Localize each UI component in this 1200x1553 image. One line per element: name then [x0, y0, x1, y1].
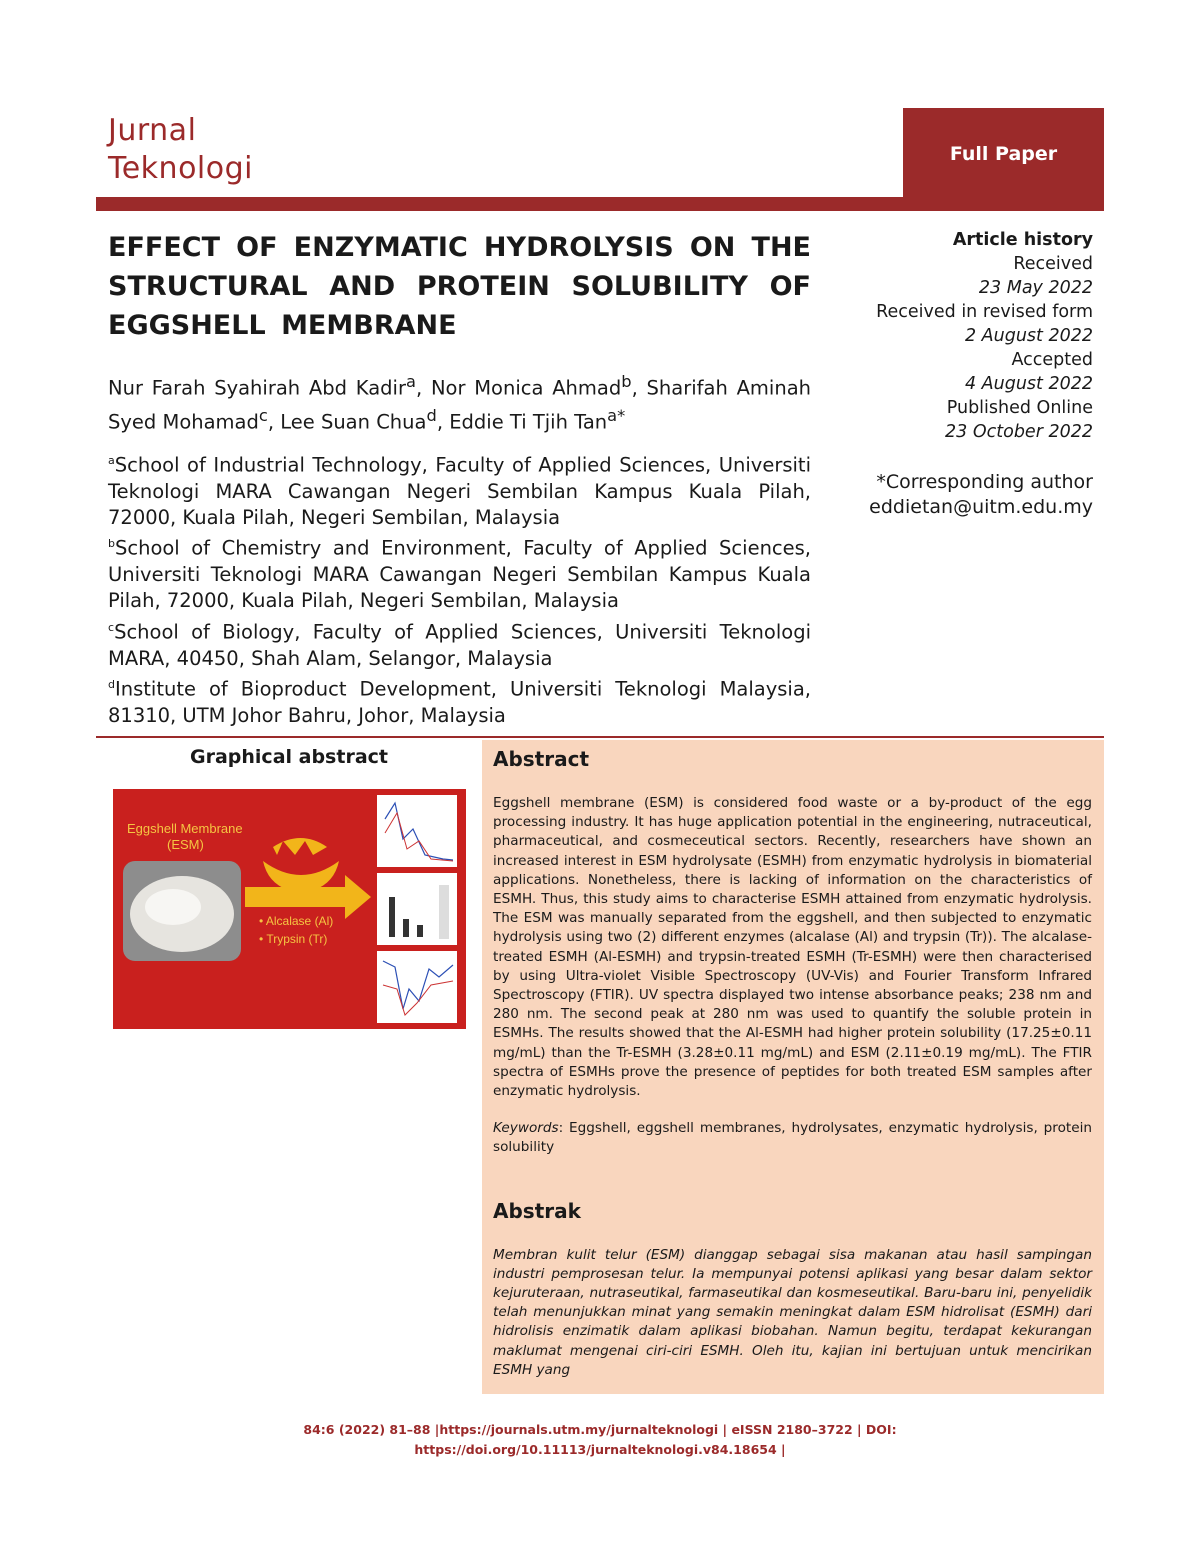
- author-separator: ,: [631, 376, 647, 400]
- author-name: Lee Suan Chua: [280, 410, 427, 433]
- corresponding-email[interactable]: eddietan@uitm.edu.my: [869, 496, 1093, 518]
- abstract-text: Eggshell membrane (ESM) is considered food waste or a by-product of the egg processing industry. It has huge application potential in the engineering, nutraceutical, pharmaceutical, and cosmeceutical sectors. Recently, researchers have shown an increased interest in ESM hydrolysate (ESMH) from enzymatic hydrolysis in biomaterial applications. Nonetheless, there is lacking of information on the characteristics of ESMH. Thus, this study aims to characterise ESMH attained from enzymatic hydrolysis. The ESM was manually separated from the eggshell, and then subjected to enzymatic hydrolysis using two (2) different enzymes (alcalase (Al) and trypsin (Tr)). The alcalase-treated ESMH (Al-ESMH) and trypsin-treated ESMH (Tr-ESMH) were then characterised by using Ultra-violet Visible Spectroscopy (UV-Vis) and Fourier Transform Infrared Spectroscopy (FTIR). UV spectra displayed two intense absorbance peaks; 238 nm and 280 nm. The second peak at 280 nm was used to quantify the soluble protein in ESMHs. The results showed that the Al-ESMH had higher protein solubility (17.25±0.11 mg/mL) than the Tr-ESMH (3.28±0.11 mg/mL) and ESM (2.11±0.19 mg/mL). The FTIR spectra of ESMHs prove the presence of peptides for both treated ESM samples after enzymatic hydrolysis.: [493, 795, 1092, 1100]
- affiliation-item: [108, 531, 811, 614]
- affiliation-text: Institute of Bioproduct Development, Universiti Teknologi Malaysia, 81310, UTM Johor Bahru, Johor, Malaysia: [108, 677, 811, 727]
- author-sup: a*: [607, 405, 626, 425]
- author-name: Sharifah Aminah Syed Mohamad: [108, 376, 812, 433]
- accepted-label: Accepted: [1011, 350, 1093, 370]
- affiliation-text: School of Industrial Technology, Faculty of Applied Sciences, Universiti Teknologi MARA Cawangan Negeri Sembilan Kampus Kuala Pilah, 72000, Kuala Pilah, Negeri Sembilan, Malaysia: [108, 453, 811, 530]
- published-label: Published Online: [946, 398, 1093, 418]
- enzyme-alcalase-label: • Alcalase (Al): [259, 914, 334, 928]
- esm-label-line2: (ESM): [167, 837, 204, 852]
- journal-name-line1: Jurnal: [108, 113, 197, 148]
- full-paper-label: Full Paper: [949, 143, 1058, 165]
- author-name: Nor Monica Ahmad: [430, 376, 622, 400]
- journal-name: [108, 112, 253, 188]
- abstract-content: [493, 746, 1092, 1380]
- affiliation-sup: b: [108, 537, 115, 551]
- keywords-label: Keywords: [493, 1120, 559, 1137]
- bar-mark: [389, 897, 395, 937]
- author-sup: d: [426, 405, 437, 425]
- footer-doi-link[interactable]: https://doi.org/10.11113/jurnalteknologi.v84.18654 |: [414, 1442, 786, 1457]
- received-label: Received: [1013, 254, 1093, 274]
- author-sup: c: [258, 405, 268, 425]
- affiliation-sup: d: [108, 677, 115, 691]
- membrane-highlight: [145, 889, 201, 925]
- keywords: [493, 1119, 1092, 1157]
- graphical-abstract-svg: [113, 789, 466, 1029]
- affiliation-text: School of Biology, Faculty of Applied Sciences, Universiti Teknologi MARA, 40450, Shah Alam, Selangor, Malaysia: [108, 620, 811, 670]
- bar-mark: [403, 919, 409, 937]
- author-name: Eddie Ti Tjih Tan: [449, 410, 608, 433]
- article-history: [840, 228, 1093, 444]
- author-separator: ,: [436, 410, 450, 433]
- abstrak-text: Membran kulit telur (ESM) dianggap sebagai sisa makanan atau hasil sampingan industri pemprosesan telur. Ia mempunyai potensi aplikasi yang besar dalam sektor kejuruteraan, nutraseutikal, farmaseutikal dan kosmeseutikal. Baru-baru ini, penyelidik telah menunjukkan minat yang semakin meningkat dalam ESM hidrolisat (ESMH) dari hidrolisis enzimatik dalam aplikasi biobahan. Namun begitu, terdapat kekurangan maklumat mengenai ciri-ciri ESMH. Oleh itu, kajian ini bertujuan untuk mencirikan ESMH yang: [493, 1246, 1092, 1378]
- revised-date: 2 August 2022: [964, 326, 1093, 346]
- affiliation-item: [108, 615, 811, 672]
- table-mark: [439, 885, 449, 939]
- published-date: 23 October 2022: [945, 422, 1093, 442]
- corresponding-label: *Corresponding author: [876, 471, 1093, 493]
- affiliation-sup: a: [108, 454, 115, 467]
- journal-name-line2: Teknologi: [108, 151, 253, 186]
- affiliation-list: [108, 448, 811, 729]
- corresponding-author: [830, 470, 1093, 520]
- paper-title: EFFECT OF ENZYMATIC HYDROLYSIS ON THE STRUCTURAL AND PROTEIN SOLUBILITY OF EGGSHELL MEMBRANE: [108, 232, 811, 341]
- author-name: Nur Farah Syahirah Abd Kadir: [108, 376, 406, 400]
- esm-label-line1: Eggshell Membrane: [127, 821, 243, 836]
- graphical-abstract-figure: [113, 789, 466, 1029]
- affiliation-item: [108, 672, 811, 729]
- citation-footer: [200, 1420, 1000, 1460]
- graphical-abstract-heading: Graphical abstract: [190, 746, 388, 768]
- author-sup: b: [621, 372, 632, 391]
- uv-spectrum-thumbnail: [377, 795, 457, 867]
- abstract-heading: Abstract: [493, 747, 590, 771]
- section-divider: [96, 736, 1104, 738]
- revised-label: Received in revised form: [876, 302, 1093, 322]
- author-list: [108, 368, 811, 435]
- abstrak-heading: Abstrak: [493, 1198, 581, 1223]
- footer-line1: 84:6 (2022) 81–88 |https://journals.utm.my/jurnalteknologi | eISSN 2180–3722 | DOI:: [303, 1422, 897, 1437]
- keywords-text: : Eggshell, eggshell membranes, hydrolysates, enzymatic hydrolysis, protein solubility: [493, 1120, 1092, 1156]
- author-separator: ,: [267, 410, 281, 433]
- author-separator: ,: [415, 376, 431, 400]
- received-date: 23 May 2022: [978, 278, 1093, 298]
- affiliation-text: School of Chemistry and Environment, Faculty of Applied Sciences, Universiti Teknologi MARA Cawangan Negeri Sembilan Kampus Kuala Pilah, 72000, Kuala Pilah, Negeri Sembilan, Malaysia: [108, 536, 811, 613]
- accepted-date: 4 August 2022: [964, 374, 1093, 394]
- enzyme-trypsin-label: • Trypsin (Tr): [259, 932, 328, 946]
- header-rule: [96, 197, 1104, 211]
- affiliation-sup: c: [108, 620, 115, 634]
- article-history-heading: Article history: [952, 230, 1093, 250]
- affiliation-item: [108, 448, 811, 531]
- author-sup: a: [406, 372, 416, 391]
- abstract-panel: [482, 740, 1104, 1394]
- bar-mark: [417, 925, 423, 937]
